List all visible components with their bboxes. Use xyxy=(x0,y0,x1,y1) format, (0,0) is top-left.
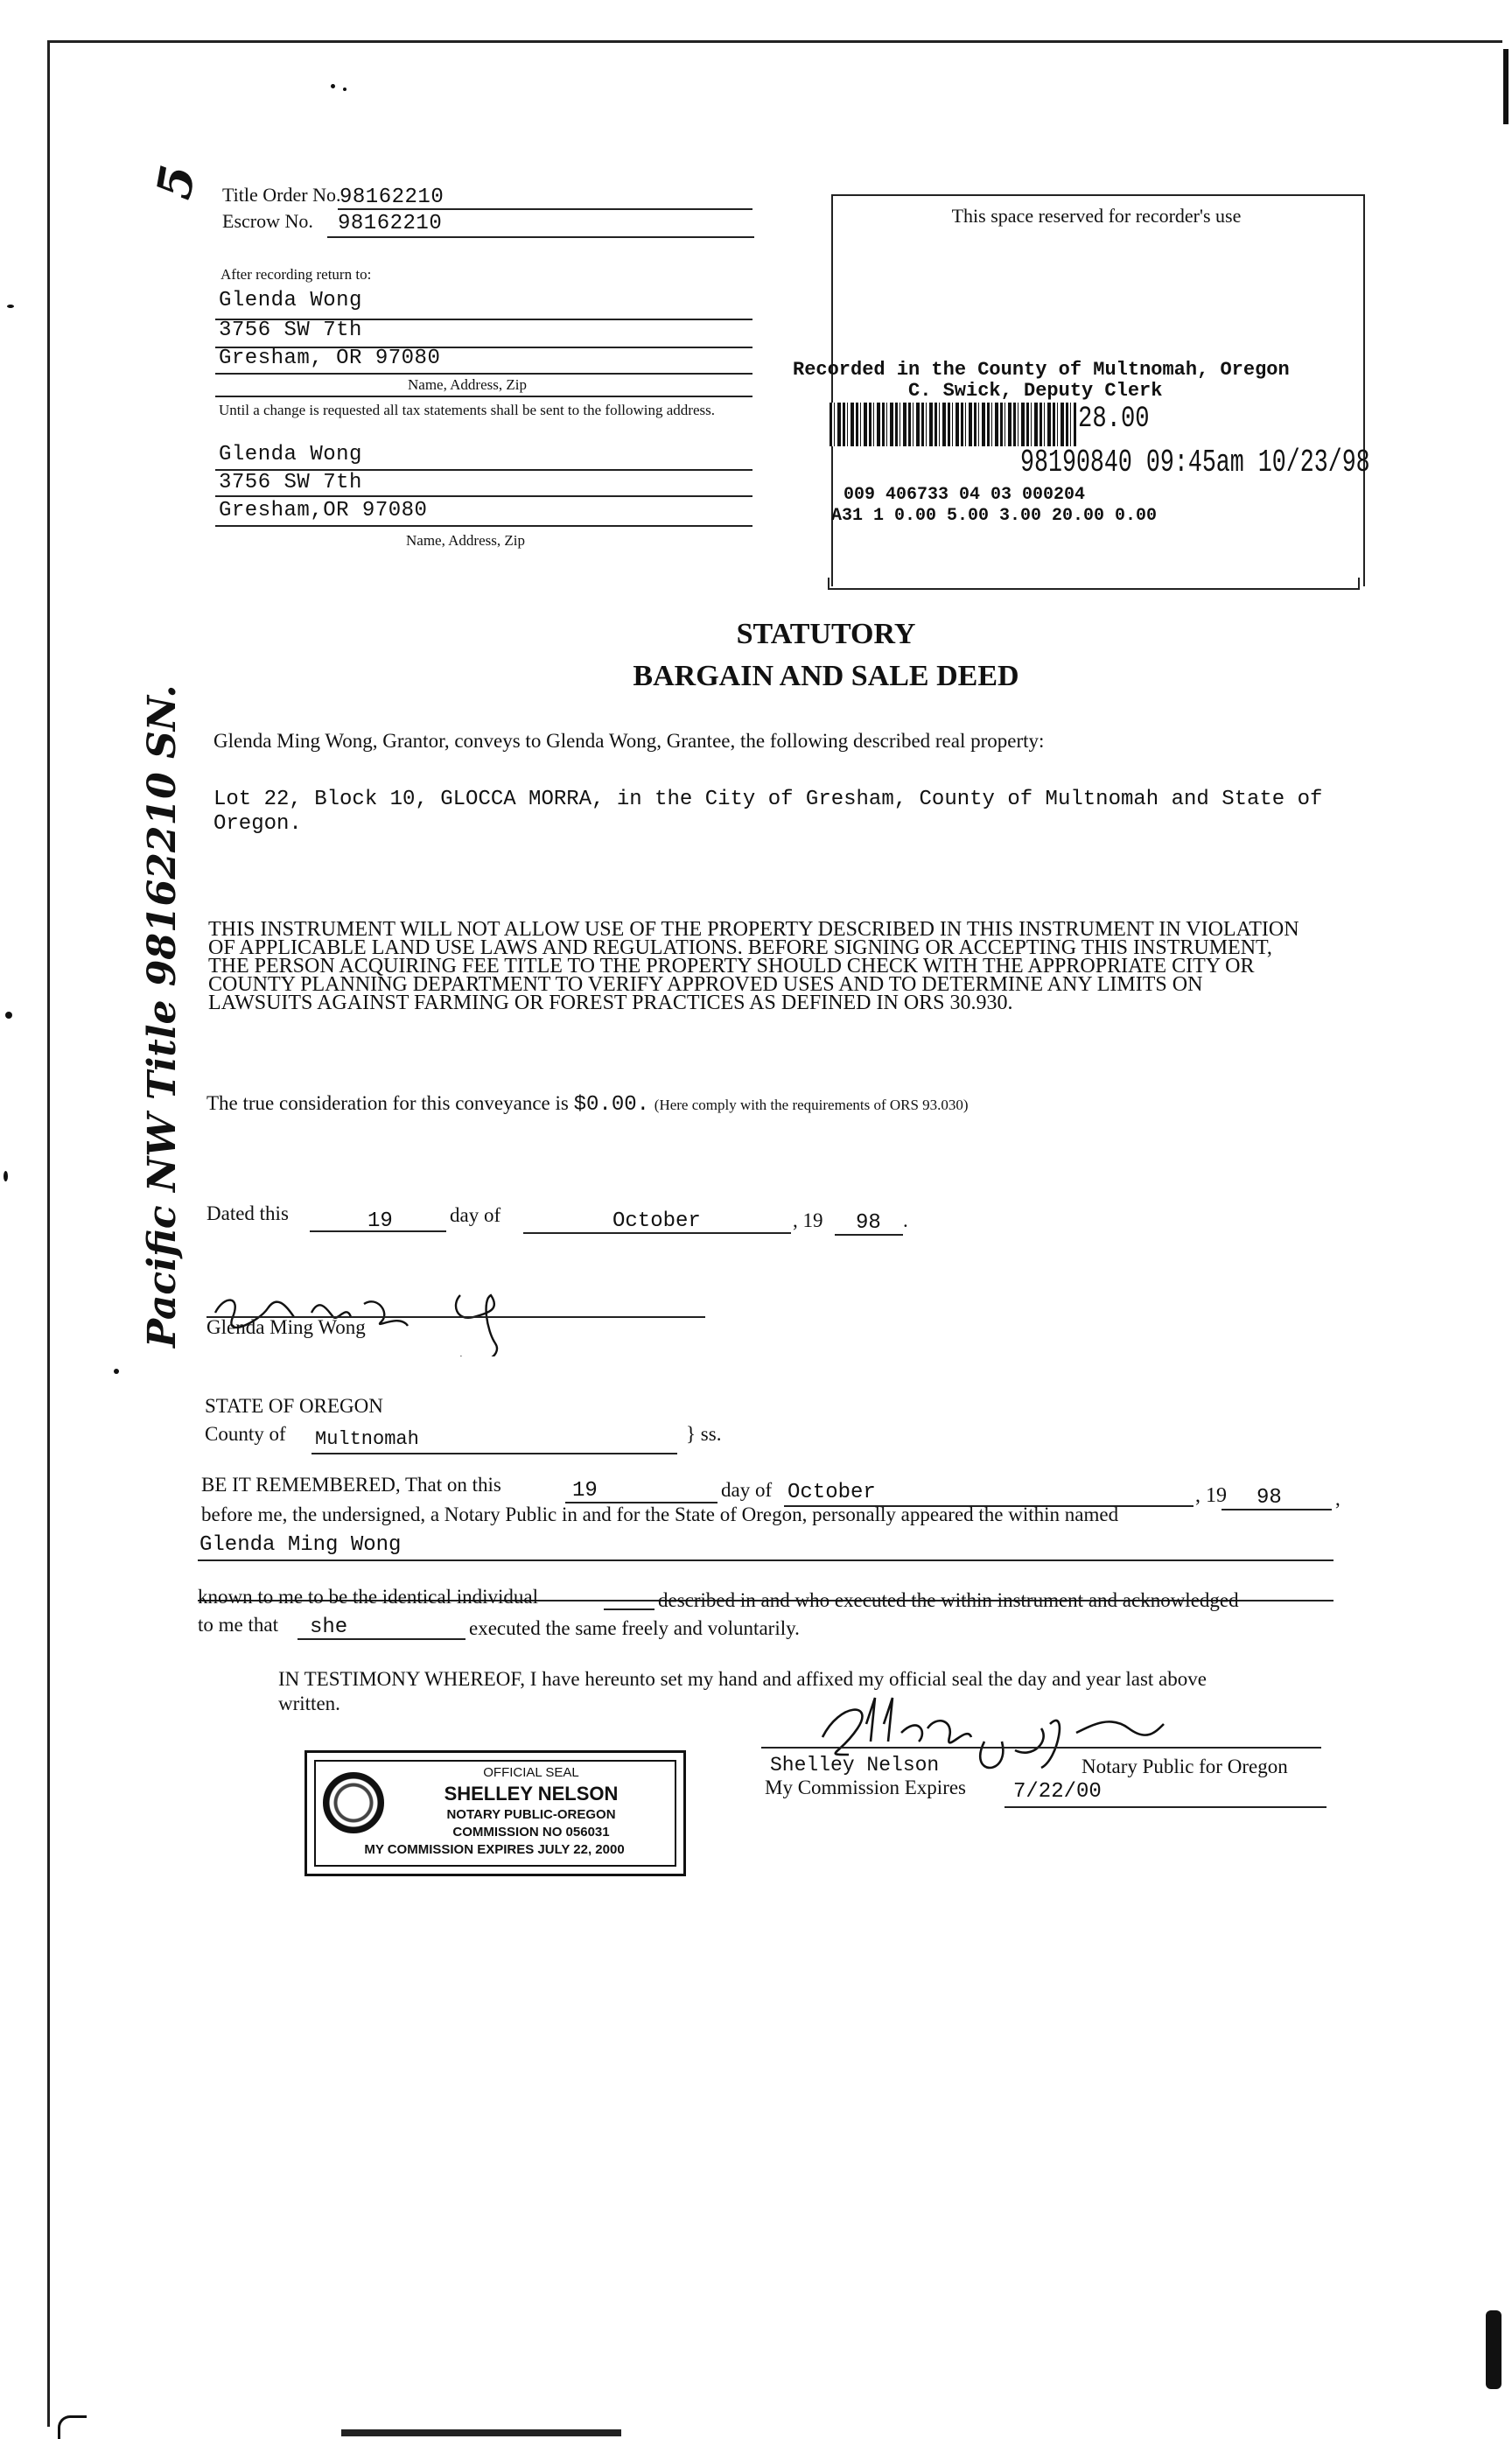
notary-county-line xyxy=(312,1453,677,1454)
scan-speck xyxy=(1486,2310,1502,2389)
notary-county-label: County of xyxy=(205,1423,286,1445)
dated-year: 98 xyxy=(856,1211,881,1235)
notary-day: 19 xyxy=(572,1479,598,1503)
corner-handwritten-mark: 5 xyxy=(145,160,206,204)
recorder-stamp: 98190840 09:45am 10/23/98 xyxy=(1020,445,1370,480)
tax-to-street: 3756 SW 7th xyxy=(219,471,362,494)
dated-year-prefix: , 19 xyxy=(793,1209,823,1231)
title-order-line xyxy=(338,208,752,210)
known-prefix: known to me to be the identical individual xyxy=(198,1586,539,1608)
recorder-line-2: C. Swick, Deputy Clerk xyxy=(908,380,1163,402)
scan-speck xyxy=(331,84,335,88)
scan-edge-mark xyxy=(1503,49,1508,124)
escrow-line xyxy=(327,236,754,238)
return-to-label: After recording return to: xyxy=(220,266,372,283)
return-line-3 xyxy=(215,373,752,375)
notary-state: STATE OF OREGON xyxy=(205,1395,383,1417)
notary-day-of-label: day of xyxy=(721,1479,773,1501)
grantee-name: Glenda Wong xyxy=(546,730,657,752)
notary-appeared-name: Glenda Ming Wong xyxy=(200,1533,402,1557)
return-line-4 xyxy=(215,396,752,397)
recorder-amount: 28.00 xyxy=(1078,403,1150,436)
tax-line-2 xyxy=(215,495,752,497)
dated-day: 19 xyxy=(368,1209,393,1233)
dated-month-line xyxy=(523,1232,791,1234)
grantor-printed-name: Glenda Ming Wong xyxy=(206,1316,366,1338)
official-seal xyxy=(304,1750,686,1876)
barcode-image xyxy=(830,403,1076,446)
legal-description-line-1: Lot 22, Block 10, GLOCCA MORRA, in the City of Gresham, County of Multnomah and State of xyxy=(214,788,1323,811)
warning-line: OF APPLICABLE LAND USE LAWS AND REGULATIONS. BEFORE SIGNING OR ACCEPTING THIS INSTRUMENT, xyxy=(208,936,1272,959)
return-to-caption: Name, Address, Zip xyxy=(408,376,527,393)
day-of-label: day of xyxy=(450,1204,501,1226)
land-use-warning xyxy=(208,918,1433,1014)
recorder-code-2: A31 1 0.00 5.00 3.00 20.00 0.00 xyxy=(831,506,1158,526)
scan-speck xyxy=(343,88,346,91)
grant-suffix: , Grantee, the following described real property: xyxy=(656,730,1045,752)
notary-year-prefix: , 19 xyxy=(1195,1484,1227,1507)
notary-title: Notary Public for Oregon xyxy=(1082,1756,1288,1777)
return-to-street: 3756 SW 7th xyxy=(219,319,362,342)
dated-year-line xyxy=(835,1234,903,1236)
warning-line: COUNTY PLANNING DEPARTMENT TO VERIFY APPROVED USES AND TO DETERMINE ANY LIMITS ON xyxy=(208,973,1203,996)
seal-line-2: SHELLEY NELSON xyxy=(444,1783,619,1805)
known-blank-line xyxy=(604,1608,654,1610)
scan-artifact xyxy=(341,2429,621,2436)
notary-year-comma: , xyxy=(1335,1488,1340,1510)
notary-year-line xyxy=(1222,1509,1332,1510)
notary-ss: } ss. xyxy=(686,1423,722,1445)
escrow-no: 98162210 xyxy=(338,212,443,235)
recorder-line-1: Recorded in the County of Multnomah, Oregon xyxy=(793,359,1290,381)
consideration-line xyxy=(206,1092,969,1117)
deed-title-line-1: STATUTORY xyxy=(736,618,916,650)
seal-line-1: OFFICIAL SEAL xyxy=(483,1765,579,1780)
dated-label: Dated this xyxy=(206,1202,289,1224)
dated-period: . xyxy=(903,1209,908,1231)
scan-speck xyxy=(7,305,14,308)
commission-expires: 7/22/00 xyxy=(1013,1780,1102,1804)
tax-to-label: Until a change is requested all tax statements shall be sent to the following address. xyxy=(219,402,715,418)
grant-line xyxy=(214,730,1044,753)
recorder-code-1: 009 406733 04 03 000204 xyxy=(844,485,1086,505)
state-seal-emblem xyxy=(323,1772,384,1833)
legal-description-line-2: Oregon. xyxy=(214,812,302,836)
testimony-line-2: written. xyxy=(278,1693,340,1714)
grant-prefix: Glenda Ming Wong, Grantor, conveys to xyxy=(214,730,542,752)
commission-label: My Commission Expires xyxy=(765,1777,967,1798)
dated-month: October xyxy=(612,1209,701,1233)
executed-text: executed the same freely and voluntarily. xyxy=(469,1617,800,1639)
return-to-name: Glenda Wong xyxy=(219,289,362,312)
testimony-line-1: IN TESTIMONY WHEREOF, I have hereunto set my hand and affixed my official seal the day and year last above xyxy=(278,1668,1207,1690)
scan-speck xyxy=(114,1369,119,1374)
notary-county-value: Multnomah xyxy=(315,1428,419,1450)
return-to-city: Gresham, OR 97080 xyxy=(219,347,441,370)
notary-pronoun: she xyxy=(310,1615,348,1639)
scan-speck xyxy=(5,1012,12,1019)
notary-before-me: before me, the undersigned, a Notary Public in and for the State of Oregon, personally appeared the within named xyxy=(201,1503,1119,1525)
recorder-box-header: This space reserved for recorder's use xyxy=(951,205,1242,227)
commission-line xyxy=(1004,1806,1326,1808)
tax-line-3 xyxy=(215,525,752,527)
known-suffix: described in and who executed the within instrument and acknowledged xyxy=(658,1589,1239,1611)
tax-to-caption: Name, Address, Zip xyxy=(406,532,525,549)
to-me-that: to me that xyxy=(198,1614,278,1636)
seal-line-3: NOTARY PUBLIC-OREGON xyxy=(446,1807,616,1822)
warning-line: THE PERSON ACQUIRING FEE TITLE TO THE PROPERTY SHOULD CHECK WITH THE APPROPRIATE CITY OR xyxy=(208,955,1255,978)
deed-title-line-2: BARGAIN AND SALE DEED xyxy=(633,660,1019,692)
notary-year: 98 xyxy=(1256,1486,1282,1510)
warning-line: LAWSUITS AGAINST FARMING OR FOREST PRACTICES AS DEFINED IN ORS 30.930. xyxy=(208,992,1013,1014)
notary-signature-line xyxy=(761,1747,1321,1749)
consideration-amount: $0.00. xyxy=(573,1093,650,1117)
pronoun-line xyxy=(298,1638,466,1640)
notary-name: Shelley Nelson xyxy=(770,1754,940,1777)
margin-title-company-note: Pacific NW Title 98162210 SN. xyxy=(140,684,185,1348)
consideration-prefix: The true consideration for this conveyance is xyxy=(206,1092,569,1114)
recorder-box-bottom xyxy=(828,578,1360,590)
title-order-label: Title Order No. xyxy=(222,184,341,206)
tax-to-name: Glenda Wong xyxy=(219,443,362,466)
dated-day-line xyxy=(310,1230,446,1232)
title-order-no: 98162210 xyxy=(340,186,444,209)
seal-line-4: COMMISSION NO 056031 xyxy=(452,1825,610,1840)
seal-line-5: MY COMMISSION EXPIRES JULY 22, 2000 xyxy=(364,1842,625,1857)
warning-line: THIS INSTRUMENT WILL NOT ALLOW USE OF THE PROPERTY DESCRIBED IN THIS INSTRUMENT IN VIOLATION xyxy=(208,918,1299,941)
notary-name-line xyxy=(198,1559,1334,1561)
scan-speck xyxy=(4,1171,8,1181)
remembered-label: BE IT REMEMBERED, That on this xyxy=(201,1474,501,1496)
tax-to-city: Gresham,OR 97080 xyxy=(219,499,428,522)
notary-month: October xyxy=(788,1481,876,1504)
scan-artifact xyxy=(58,2415,87,2439)
consideration-note: (Here comply with the requirements of ORS 93.030) xyxy=(654,1097,969,1113)
escrow-label: Escrow No. xyxy=(222,210,313,232)
